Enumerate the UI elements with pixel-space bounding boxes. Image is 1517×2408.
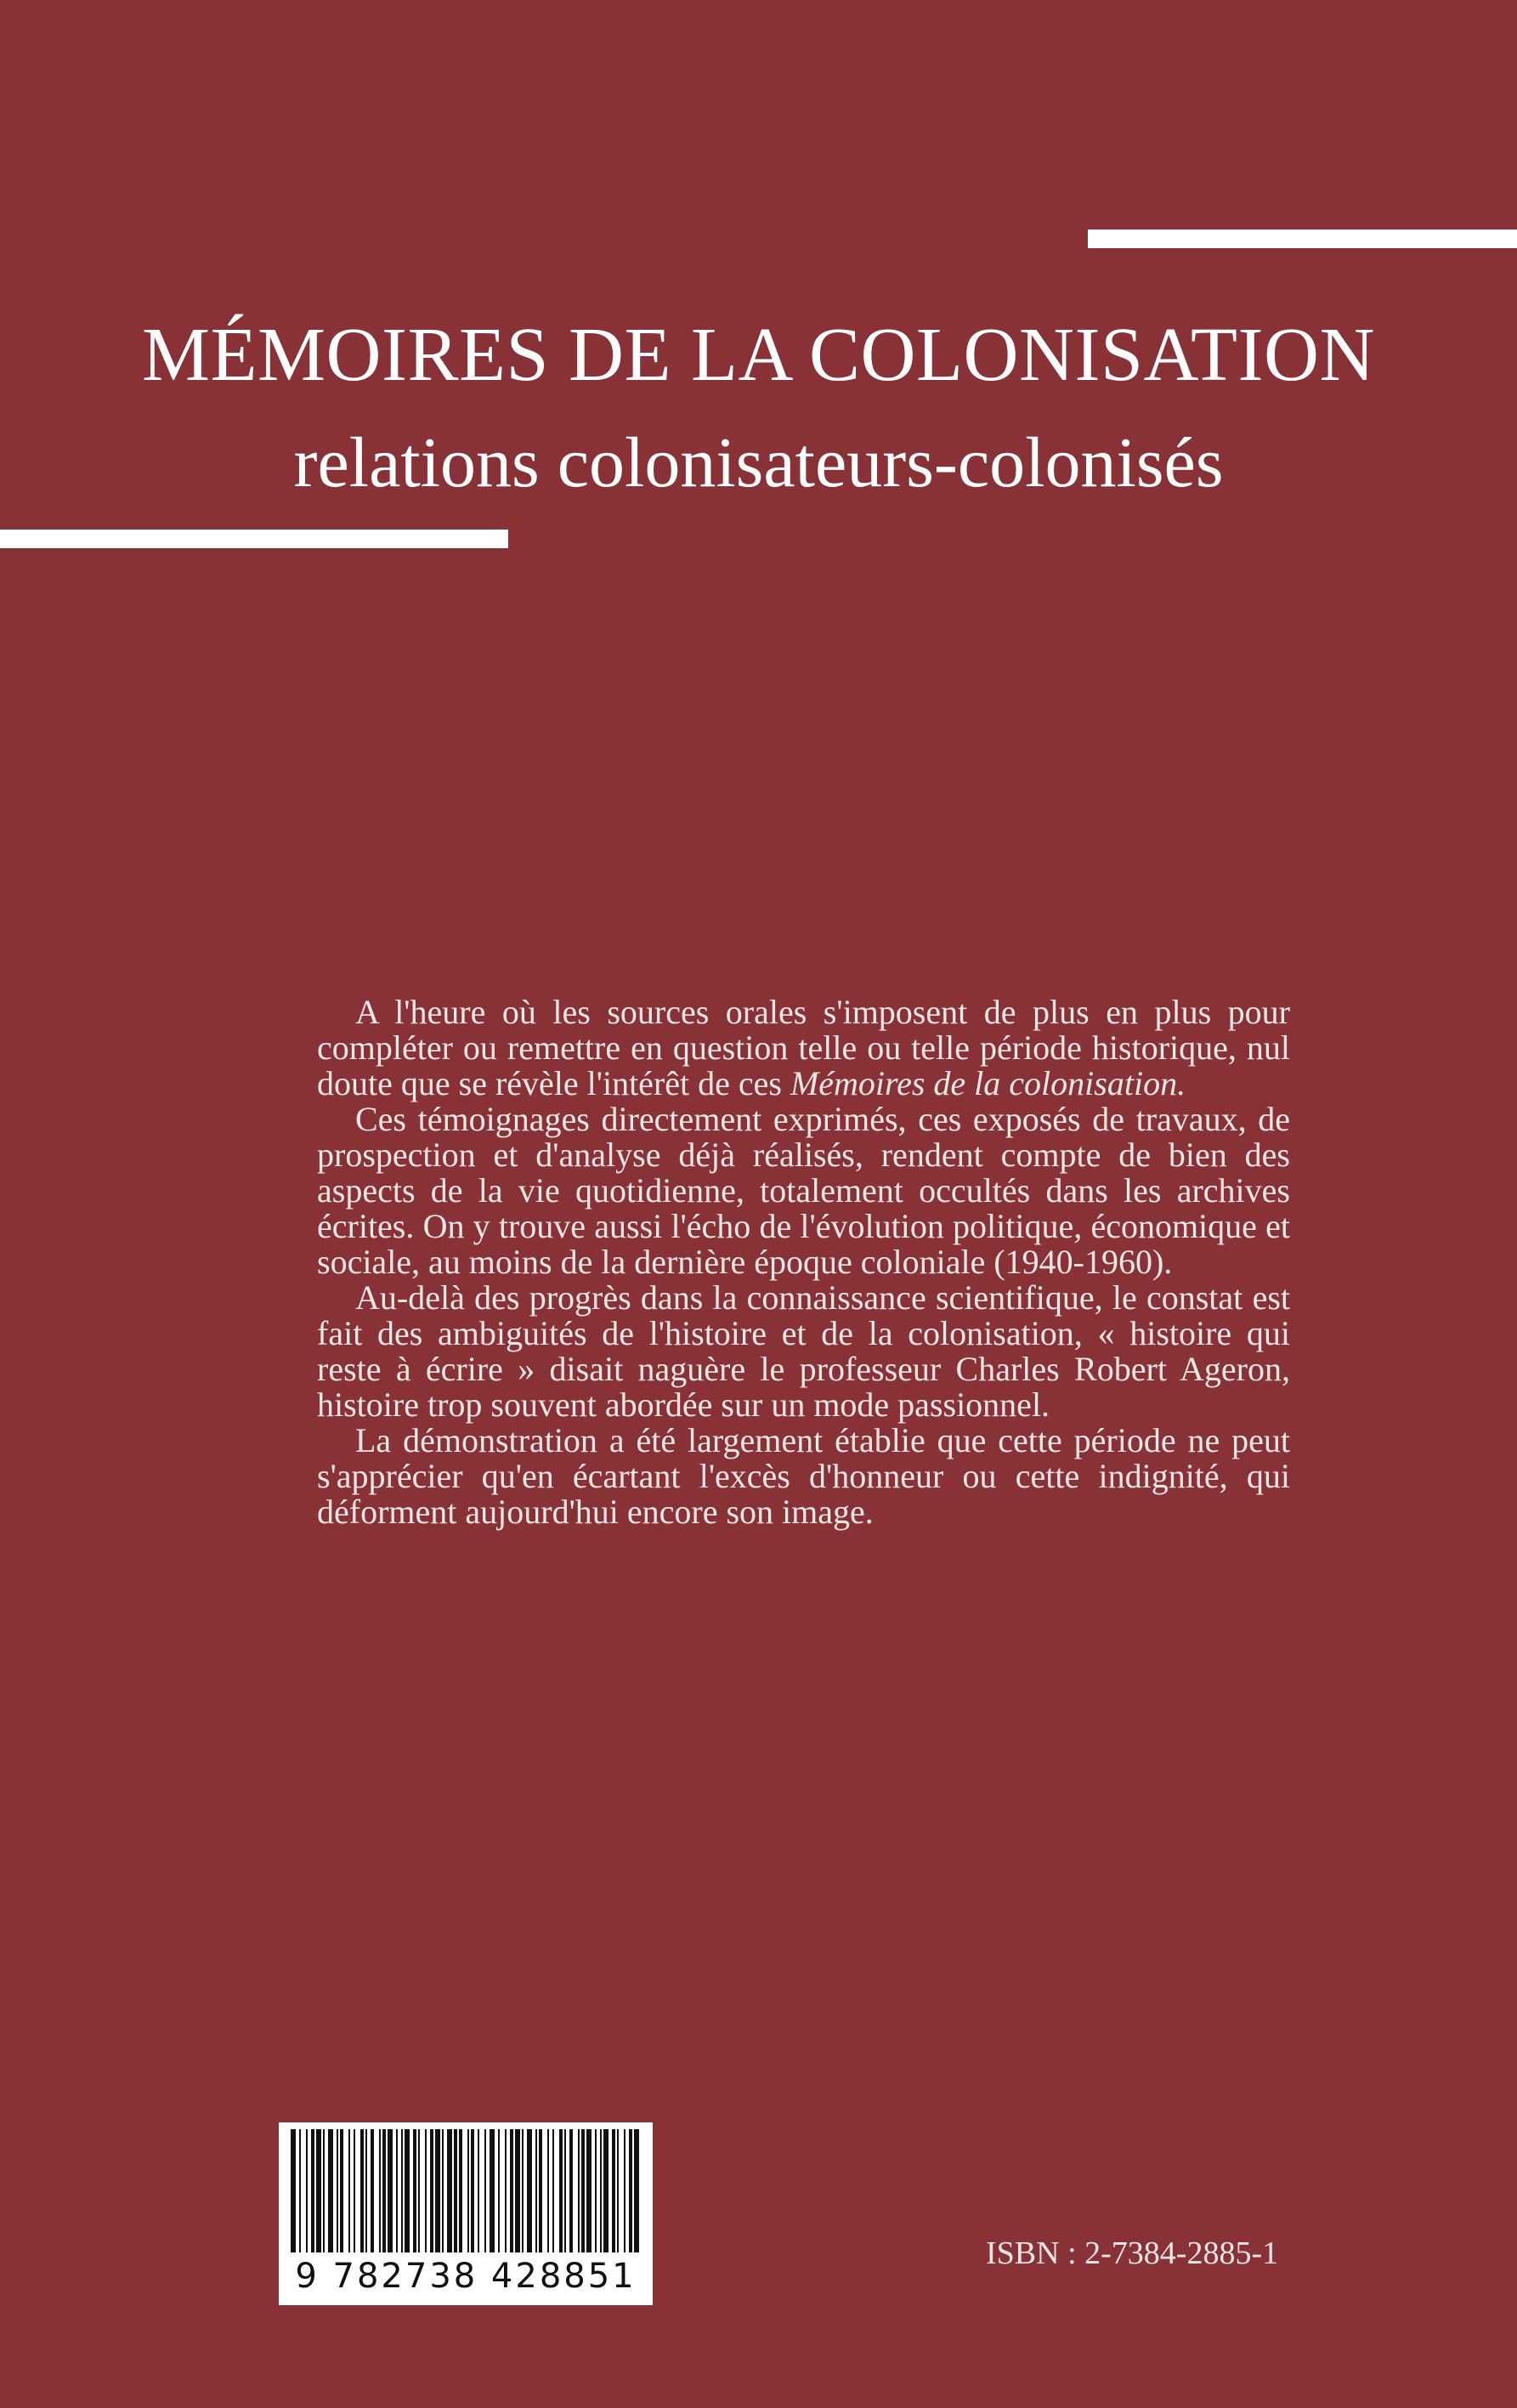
barcode-bar — [603, 2129, 608, 2252]
barcode-bar — [535, 2129, 537, 2252]
barcode-bar — [586, 2129, 592, 2252]
barcode-bar — [316, 2129, 321, 2252]
barcode-bar — [388, 2129, 393, 2252]
barcode-bar — [515, 2129, 520, 2252]
barcode — [279, 2122, 653, 2305]
barcode-bar — [624, 2129, 625, 2252]
book-subtitle: relations colonisateurs-colonisés — [293, 423, 1224, 502]
barcode-digits: 9 782738 428851 — [295, 2257, 637, 2296]
barcode-bar — [405, 2129, 410, 2252]
barcode-bar — [467, 2129, 469, 2252]
barcode-bar — [484, 2129, 486, 2252]
barcode-bar — [340, 2129, 343, 2252]
barcode-bar — [396, 2129, 398, 2252]
barcode-bar — [478, 2129, 479, 2252]
barcode-bar — [435, 2129, 440, 2252]
isbn: ISBN : 2-7384-2885-1 — [986, 2235, 1279, 2271]
barcode-bar — [442, 2129, 444, 2252]
barcode-bar — [299, 2129, 301, 2252]
barcode-bar — [430, 2129, 433, 2252]
barcode-bar — [612, 2129, 615, 2252]
barcode-bar — [447, 2129, 452, 2252]
barcode-bar — [578, 2129, 580, 2252]
barcode-bar — [600, 2129, 602, 2252]
decorative-rule-bottom — [0, 530, 508, 548]
barcode-bar — [564, 2129, 566, 2252]
barcode-bar — [454, 2129, 457, 2252]
barcode-bar — [490, 2129, 495, 2252]
barcode-bar — [348, 2129, 350, 2252]
barcode-bar — [617, 2129, 619, 2252]
blurb-paragraph-1-text: A l'heure où les sources orales s'imposent de plus en plus pour compléter ou remettre en question telle ou telle période historique, nul doute que se révèle l'intérêt de ces — [317, 993, 1290, 1102]
barcode-bar — [306, 2129, 308, 2252]
barcode-bar — [328, 2129, 333, 2252]
barcode-bar — [459, 2129, 462, 2252]
barcode-bar — [527, 2129, 532, 2252]
barcode-bar — [337, 2129, 338, 2252]
barcode-bar — [510, 2129, 513, 2252]
barcode-bar — [379, 2129, 381, 2252]
barcode-bar — [354, 2129, 355, 2252]
barcode-bar — [401, 2129, 403, 2252]
barcode-bar — [360, 2129, 364, 2252]
blurb-paragraph-1 — [317, 994, 1290, 1102]
barcode-bar — [311, 2129, 314, 2252]
barcode-bar — [291, 2129, 296, 2252]
barcode-bar — [634, 2129, 639, 2252]
barcode-bar — [418, 2129, 420, 2252]
barcode-bar — [552, 2129, 554, 2252]
barcode-bar — [371, 2129, 374, 2252]
barcode-bar — [471, 2129, 474, 2252]
blurb-paragraph-4: La démonstration a été largement établie que cette période ne peut s'apprécier qu'en écartant l'excès d'honneur ou cette indignité, qui déforment aujourd'hui encore son image. — [317, 1421, 1290, 1531]
back-cover-blurb — [317, 994, 1290, 1530]
barcode-bar — [505, 2129, 507, 2252]
barcode-bar — [382, 2129, 386, 2252]
barcode-bar — [323, 2129, 325, 2252]
barcode-bar — [547, 2129, 549, 2252]
barcode-bar — [365, 2129, 367, 2252]
barcode-bar — [629, 2129, 632, 2252]
barcode-bar — [539, 2129, 542, 2252]
barcode-bar — [595, 2129, 597, 2252]
barcode-bar — [425, 2129, 427, 2252]
barcode-bar — [413, 2129, 416, 2252]
barcode-bar — [559, 2129, 563, 2252]
barcode-bar — [581, 2129, 585, 2252]
book-title: MÉMOIRES DE LA COLONISATION — [142, 313, 1375, 397]
barcode-bar — [569, 2129, 573, 2252]
barcode-bar — [522, 2129, 524, 2252]
barcode-bars — [286, 2129, 646, 2257]
blurb-paragraph-1-italic: Mémoires de la colonisation. — [790, 1064, 1186, 1102]
blurb-paragraph-3: Au-delà des progrès dans la connaissance scientifique, le constat est fait des ambiguités de l'histoire et de la colonisation, « histoire qui reste à écrire » disait naguère le professeur Charles Robert Ageron, histoire trop souvent abordée sur un mode passionnel. — [317, 1278, 1290, 1424]
blurb-paragraph-2: Ces témoignages directement exprimés, ces exposés de travaux, de prospection et d'analyse déjà réalisés, rendent compte de bien des aspects de la vie quotidienne, totalement occultés dans les archives écrites. On y trouve aussi l'écho de l'évolution politique, économique et sociale, au moins de la dernière époque coloniale (1940-1960). — [317, 1100, 1290, 1281]
decorative-rule-top — [1088, 229, 1517, 248]
barcode-bar — [498, 2129, 500, 2252]
